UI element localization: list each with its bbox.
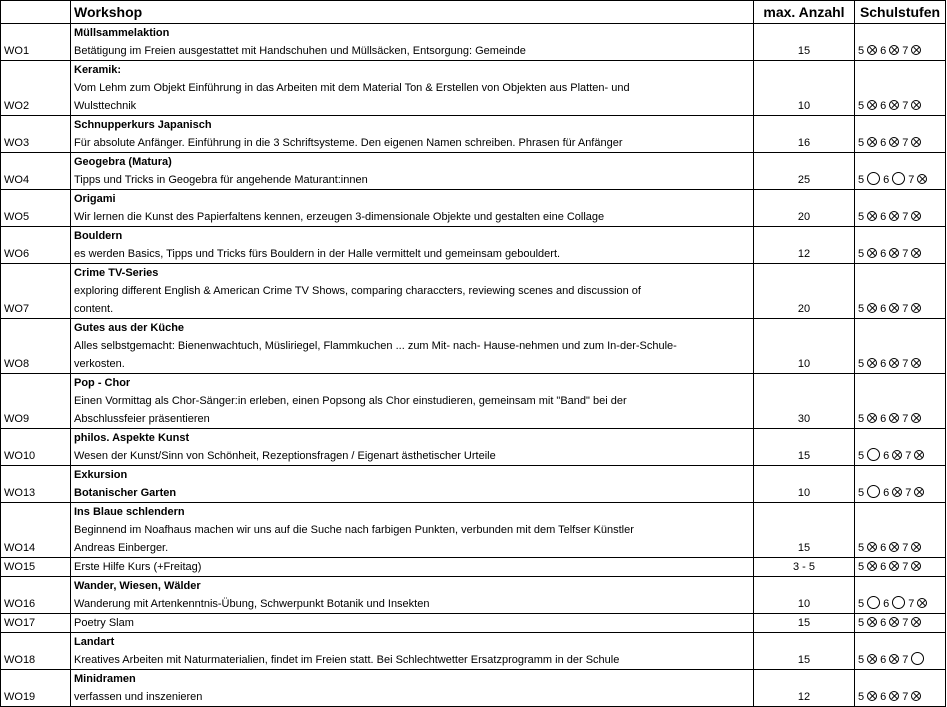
crossed-circle-icon [889,358,899,368]
workshop-description-line: Tipps und Tricks in Geogebra für angehende Maturant:innen [74,174,368,186]
level-label: 5 [858,358,865,370]
header-id-cell [1,1,71,24]
table-row [1,190,946,227]
workshop-title: philos. Aspekte Kunst [74,432,190,444]
level-label: 7 [902,358,909,370]
crossed-circle-icon [889,303,899,313]
max-participants-cell: 15 [754,633,855,670]
workshop-description-line: exploring different English & American Crime TV Shows, comparing characcters, reviewing scenes and discussion of [74,285,641,297]
workshop-table-body [1,1,946,707]
level-label: 7 [902,542,909,554]
workshop-id-cell: WO18 [1,633,71,670]
level-label: 5 [858,561,865,573]
crossed-circle-icon [867,617,877,627]
workshop-id-cell: WO6 [1,227,71,264]
school-levels-cell [855,577,946,614]
max-participants-cell: 12 [754,227,855,264]
workshop-title: Landart [74,636,115,648]
school-levels-cell [855,466,946,503]
workshop-title: Keramik: [74,64,122,76]
crossed-circle-icon [911,303,921,313]
workshop-description-line: verfassen und inszenieren [74,691,203,703]
workshop-description-line: Einen Vormittag als Chor-Sänger:in erleben, einen Popsong als Chor einstudieren, gemeinsam mit "Band" bei der [74,395,627,407]
empty-circle-icon [867,596,880,609]
crossed-circle-icon [867,413,877,423]
crossed-circle-icon [911,542,921,552]
school-levels-cell [855,503,946,558]
max-participants-cell: 16 [754,116,855,153]
max-participants-cell: 10 [754,577,855,614]
workshop-description-line: Botanischer Garten [74,487,177,499]
crossed-circle-icon [867,137,877,147]
workshop-id-cell: WO1 [1,24,71,61]
workshop-id-cell: WO16 [1,577,71,614]
school-levels-cell [855,558,946,577]
table-row [1,227,946,264]
workshop-description-line: Erste Hilfe Kurs (+Freitag) [74,561,202,573]
workshop-description-line: Poetry Slam [74,617,134,629]
max-participants-cell: 10 [754,61,855,116]
table-row [1,153,946,190]
workshop-id-cell: WO2 [1,61,71,116]
crossed-circle-icon [911,211,921,221]
school-levels-cell [855,633,946,670]
level-label: 7 [902,211,909,223]
level-label: 5 [858,598,865,610]
max-participants-cell: 12 [754,670,855,707]
workshop-description-line: Alles selbstgemacht: Bienenwachtuch, Müsliriegel, Flammkuchen ... zum Mit- nach- Hause-nehmen und zum In-der-Schule- [74,340,677,352]
level-label: 6 [880,303,887,315]
header-workshop-cell: Workshop [71,1,754,24]
level-label: 5 [858,487,865,499]
level-label: 5 [858,211,865,223]
level-label: 7 [902,654,909,666]
workshop-description-line: Betätigung im Freien ausgestattet mit Handschuhen und Müllsäcken, Entsorgung: Gemeinde [74,45,526,57]
level-label: 6 [880,100,887,112]
workshop-description-cell [71,190,754,227]
crossed-circle-icon [889,137,899,147]
level-label: 7 [902,45,909,57]
table-row [1,116,946,153]
empty-circle-icon [892,596,905,609]
max-participants-cell: 15 [754,429,855,466]
crossed-circle-icon [867,303,877,313]
workshop-id-cell: WO10 [1,429,71,466]
table-row [1,558,946,577]
level-label: 6 [880,691,887,703]
workshop-description-cell [71,319,754,374]
workshop-description-cell [71,116,754,153]
workshop-description-line: Für absolute Anfänger. Einführung in die 3 Schriftsysteme. Den eigenen Namen schreiben. Phrasen für Anfänger [74,137,623,149]
level-label: 7 [902,413,909,425]
crossed-circle-icon [892,487,902,497]
header-levels-cell: Schulstufen [855,1,946,24]
crossed-circle-icon [889,45,899,55]
level-label: 5 [858,450,865,462]
level-label: 7 [902,617,909,629]
workshop-description-line: Kreatives Arbeiten mit Naturmaterialien, findet im Freien statt. Bei Schlechtwetter Ersatzprogramm in der Schule [74,654,620,666]
crossed-circle-icon [889,542,899,552]
crossed-circle-icon [911,413,921,423]
level-label: 6 [883,174,890,186]
workshop-title: Crime TV-Series [74,267,159,279]
workshop-description-line: es werden Basics, Tipps und Tricks fürs Bouldern in der Halle vermittelt und gemeinsam gebouldert. [74,248,561,260]
workshop-description-line: Wesen der Kunst/Sinn von Schönheit, Rezeptionsfragen / Eigenart ästhetischer Urteile [74,450,496,462]
crossed-circle-icon [889,691,899,701]
crossed-circle-icon [867,561,877,571]
level-label: 6 [880,45,887,57]
workshop-id-cell: WO8 [1,319,71,374]
table-row [1,466,946,503]
workshop-description-cell [71,577,754,614]
workshop-title: Wander, Wiesen, Wälder [74,580,201,592]
table-row [1,374,946,429]
empty-circle-icon [911,652,924,665]
crossed-circle-icon [911,100,921,110]
crossed-circle-icon [867,691,877,701]
school-levels-cell [855,429,946,466]
header-row [1,1,946,24]
level-label: 6 [880,561,887,573]
school-levels-cell [855,153,946,190]
school-levels-cell [855,227,946,264]
school-levels-cell [855,614,946,633]
workshop-title: Minidramen [74,673,136,685]
crossed-circle-icon [889,100,899,110]
workshop-description-cell [71,670,754,707]
school-levels-cell [855,190,946,227]
crossed-circle-icon [867,211,877,221]
table-row [1,614,946,633]
max-participants-cell: 15 [754,614,855,633]
workshop-title: Müllsammelaktion [74,27,170,39]
max-participants-cell: 20 [754,264,855,319]
workshop-description-line: Vom Lehm zum Objekt Einführung in das Arbeiten mit dem Material Ton & Erstellen von Objekten aus Platten- und [74,82,630,94]
level-label: 5 [858,174,865,186]
workshop-description-cell [71,61,754,116]
crossed-circle-icon [867,542,877,552]
level-label: 5 [858,100,865,112]
workshop-description-cell [71,466,754,503]
school-levels-cell [855,670,946,707]
workshop-description-line: content. [74,303,114,315]
workshop-id-cell: WO14 [1,503,71,558]
school-levels-cell [855,61,946,116]
table-row [1,503,946,558]
level-label: 7 [902,137,909,149]
crossed-circle-icon [914,450,924,460]
workshop-description-line: Wulsttechnik [74,100,137,112]
crossed-circle-icon [911,248,921,258]
table-row [1,61,946,116]
empty-circle-icon [867,172,880,185]
max-participants-cell: 20 [754,190,855,227]
workshop-title: Gutes aus der Küche [74,322,185,334]
level-label: 6 [880,542,887,554]
max-participants-cell: 25 [754,153,855,190]
crossed-circle-icon [889,211,899,221]
workshop-id-cell: WO13 [1,466,71,503]
crossed-circle-icon [889,413,899,423]
workshop-title: Pop - Chor [74,377,131,389]
level-label: 6 [880,617,887,629]
crossed-circle-icon [867,248,877,258]
table-row [1,429,946,466]
level-label: 5 [858,45,865,57]
workshop-description-cell [71,153,754,190]
workshop-id-cell: WO15 [1,558,71,577]
crossed-circle-icon [867,358,877,368]
level-label: 5 [858,248,865,260]
crossed-circle-icon [911,691,921,701]
level-label: 5 [858,303,865,315]
workshop-id-cell: WO17 [1,614,71,633]
level-label: 6 [880,211,887,223]
table-row [1,577,946,614]
workshop-id-cell: WO4 [1,153,71,190]
workshop-id-cell: WO7 [1,264,71,319]
max-participants-cell: 3 - 5 [754,558,855,577]
crossed-circle-icon [911,358,921,368]
workshop-title: Bouldern [74,230,123,242]
workshop-description-line: Wir lernen die Kunst des Papierfaltens kennen, erzeugen 3-dimensionale Objekte und gestalten eine Collage [74,211,605,223]
level-label: 7 [908,174,915,186]
workshop-id-cell: WO3 [1,116,71,153]
level-label: 6 [880,413,887,425]
workshop-description-cell [71,264,754,319]
level-label: 6 [880,358,887,370]
empty-circle-icon [867,448,880,461]
empty-circle-icon [867,485,880,498]
level-label: 7 [902,561,909,573]
level-label: 6 [883,450,890,462]
workshop-id-cell: WO19 [1,670,71,707]
level-label: 7 [905,487,912,499]
level-label: 5 [858,654,865,666]
workshop-title: Exkursion [74,469,128,481]
workshop-description-cell [71,614,754,633]
workshop-title: Schnupperkurs Japanisch [74,119,212,131]
level-label: 5 [858,542,865,554]
crossed-circle-icon [867,100,877,110]
level-label: 5 [858,691,865,703]
workshop-description-cell [71,429,754,466]
workshop-id-cell: WO5 [1,190,71,227]
workshop-description-line: Andreas Einberger. [74,542,169,554]
school-levels-cell [855,319,946,374]
max-participants-cell: 30 [754,374,855,429]
level-label: 7 [902,248,909,260]
crossed-circle-icon [889,248,899,258]
crossed-circle-icon [914,487,924,497]
header-max-cell: max. Anzahl [754,1,855,24]
crossed-circle-icon [911,137,921,147]
table-row [1,24,946,61]
crossed-circle-icon [867,654,877,664]
workshop-description-cell [71,558,754,577]
workshop-id-cell: WO9 [1,374,71,429]
workshop-description-cell [71,503,754,558]
level-label: 5 [858,137,865,149]
level-label: 6 [883,598,890,610]
school-levels-cell [855,374,946,429]
level-label: 6 [880,248,887,260]
level-label: 7 [902,100,909,112]
workshop-title: Geogebra (Matura) [74,156,172,168]
crossed-circle-icon [911,561,921,571]
max-participants-cell: 15 [754,24,855,61]
crossed-circle-icon [911,617,921,627]
crossed-circle-icon [867,45,877,55]
max-participants-cell: 10 [754,466,855,503]
level-label: 5 [858,617,865,629]
workshop-description-line: Abschlussfeier präsentieren [74,413,210,425]
school-levels-cell [855,264,946,319]
workshop-description-cell [71,24,754,61]
table-row [1,319,946,374]
max-participants-cell: 10 [754,319,855,374]
crossed-circle-icon [892,450,902,460]
crossed-circle-icon [889,561,899,571]
workshop-description-cell [71,374,754,429]
workshop-description-line: verkosten. [74,358,125,370]
level-label: 7 [905,450,912,462]
level-label: 7 [902,691,909,703]
crossed-circle-icon [911,45,921,55]
max-participants-cell: 15 [754,503,855,558]
workshop-description-cell [71,633,754,670]
crossed-circle-icon [917,598,927,608]
workshop-title: Origami [74,193,116,205]
workshop-description-line: Beginnend im Noafhaus machen wir uns auf die Suche nach farbigen Punkten, verbunden mit dem Telfser Künstler [74,524,634,536]
level-label: 7 [908,598,915,610]
crossed-circle-icon [917,174,927,184]
level-label: 5 [858,413,865,425]
workshop-description-cell [71,227,754,264]
school-levels-cell [855,116,946,153]
table-row [1,633,946,670]
empty-circle-icon [892,172,905,185]
level-label: 6 [883,487,890,499]
workshop-title: Ins Blaue schlendern [74,506,185,518]
table-row [1,670,946,707]
crossed-circle-icon [889,617,899,627]
level-label: 6 [880,137,887,149]
level-label: 7 [902,303,909,315]
workshop-description-line: Wanderung mit Artenkenntnis-Übung, Schwerpunkt Botanik und Insekten [74,598,430,610]
table-row [1,264,946,319]
level-label: 6 [880,654,887,666]
school-levels-cell [855,24,946,61]
crossed-circle-icon [889,654,899,664]
